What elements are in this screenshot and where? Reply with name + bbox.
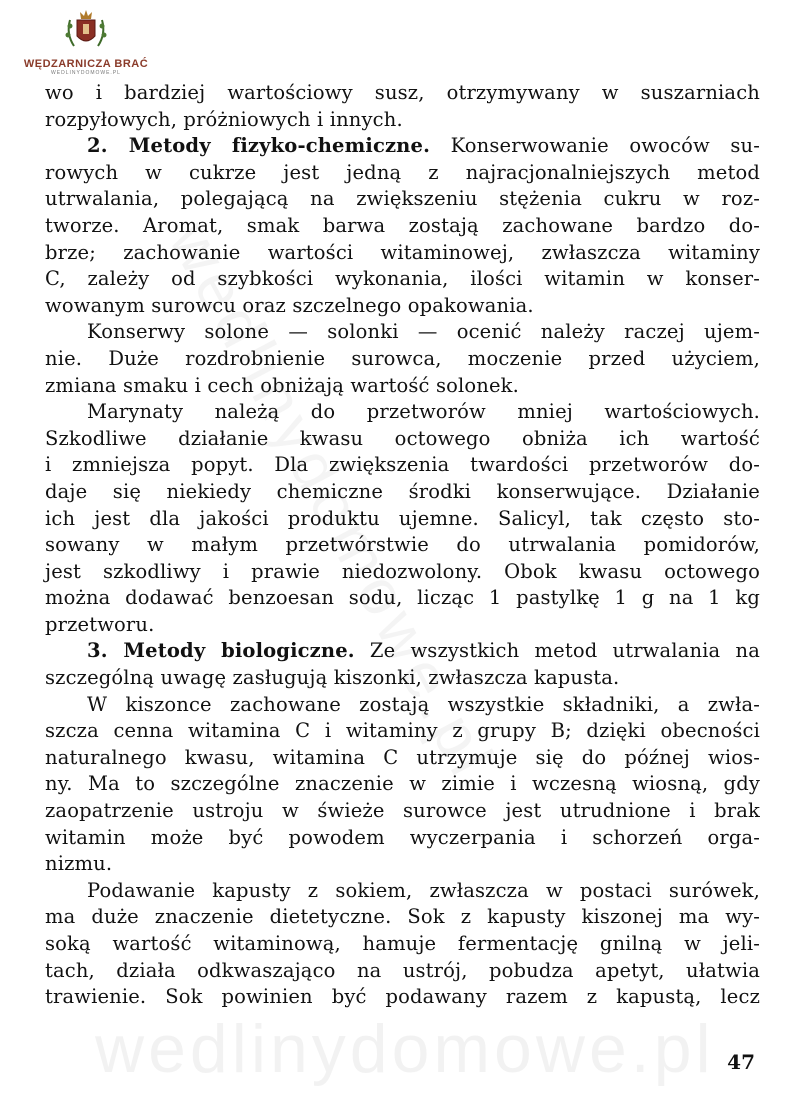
text-line: ny. Ma to szczególne znaczenie w zimie i wczesną wiosną, gdy xyxy=(45,772,760,796)
text-fragment: Ze wszystkich metod utrwalania na xyxy=(369,639,761,663)
text-line: przetworu. xyxy=(45,612,155,636)
text-line: zmiana smaku i cech obniżają wartość solonek. xyxy=(45,373,519,397)
text-line: brze; zachowanie wartości witaminowej, zwłaszcza witaminy xyxy=(45,240,760,264)
text-line: rowych w cukrze jest jedną z najracjonalniejszych metod xyxy=(45,160,760,184)
section-heading: 2. Metody fizyko-chemiczne. xyxy=(87,134,431,158)
text-line: ma duże znaczenie dietetyczne. Sok z kapusty kiszonej ma wy- xyxy=(45,905,760,929)
text-line: Konserwy solone — solonki — ocenić należy raczej ujem- xyxy=(87,320,760,344)
text-line: soką wartość witaminową, hamuje fermentację gnilną w jeli- xyxy=(45,932,760,955)
text-line: utrwalania, polegającą na zwiększeniu stężenia cukru w roz- xyxy=(45,187,760,211)
text-line: szczególną uwagę zasługują kiszonki, zwłaszcza kapusta. xyxy=(45,666,620,690)
page-body xyxy=(45,80,760,1011)
text-line: trawienie. Sok powinien być podawany razem z kapustą, lecz xyxy=(45,985,760,1009)
text-line: daje się niekiedy chemiczne środki konserwujące. Działanie xyxy=(45,479,760,503)
text-line: C, zależy od szybkości wykonania, ilości witamin w konser- xyxy=(45,267,760,291)
text-line: wowanym surowcu oraz szczelnego opakowania. xyxy=(45,293,534,317)
text-line: i zmniejsza popyt. Dla zwiększenia twardości przetworów do- xyxy=(45,453,760,477)
text-line: jest szkodliwy i prawie niedozwolony. Obok kwasu octowego xyxy=(45,559,760,583)
section-heading: 3. Metody biologiczne. xyxy=(87,639,355,663)
watermark-bottom: wedlinydomowe.pl xyxy=(95,1011,715,1087)
text-line: zaopatrzenie ustroju w świeże surowce jest utrudnione i brak xyxy=(45,799,760,823)
text-line xyxy=(45,638,760,665)
logo xyxy=(16,6,156,86)
text-line: tworze. Aromat, smak barwa zostają zachowane bardzo do- xyxy=(45,213,760,237)
text-line: W kiszonce zachowane zostają wszystkie składniki, a zwła- xyxy=(87,692,760,716)
text-fragment: Konserwowanie owoców su- xyxy=(450,134,760,158)
text-line: tach, działa odkwaszająco na ustrój, pobudza apetyt, ułatwia xyxy=(45,958,760,982)
text-line: można dodawać benzoesan sodu, licząc 1 pastylkę 1 g na 1 kg xyxy=(45,586,760,610)
text-line: ich jest dla jakości produktu ujemne. Salicyl, tak często sto- xyxy=(45,506,760,530)
text-line: nie. Duże rozdrobnienie surowca, moczenie przed użyciem, xyxy=(45,346,760,370)
crest-icon xyxy=(64,6,108,56)
text-line: Marynaty należą do przetworów mniej wartościowych. xyxy=(87,400,760,424)
text-line: sowany w małym przetwórstwie do utrwalania pomidorów, xyxy=(45,533,760,557)
text-line: naturalnego kwasu, witamina C utrzymuje się do późnej wios- xyxy=(45,745,760,769)
logo-name: WĘDZARNICZA BRAĆ xyxy=(23,58,149,70)
logo-subtitle: WEDLINYDOMOWE.PL xyxy=(51,70,121,76)
text-line: szcza cenna witamina C i witaminy z grupy B; dzięki obecności xyxy=(45,719,760,743)
text-line: wo i bardziej wartościowy susz, otrzymywany w suszarniach xyxy=(45,81,760,104)
text-line: witamin może być powodem wyczerpania i schorzeń orga- xyxy=(45,825,760,849)
text-line xyxy=(45,133,760,160)
text-line: nizmu. xyxy=(45,852,113,876)
page-number: 47 xyxy=(727,1050,755,1074)
text-line: Szkodliwe działanie kwasu octowego obniża ich wartość xyxy=(45,426,760,450)
text-line: Podawanie kapusty z sokiem, zwłaszcza w postaci surówek, xyxy=(87,878,760,902)
text-line: rozpyłowych, próżniowych i innych. xyxy=(45,107,403,131)
